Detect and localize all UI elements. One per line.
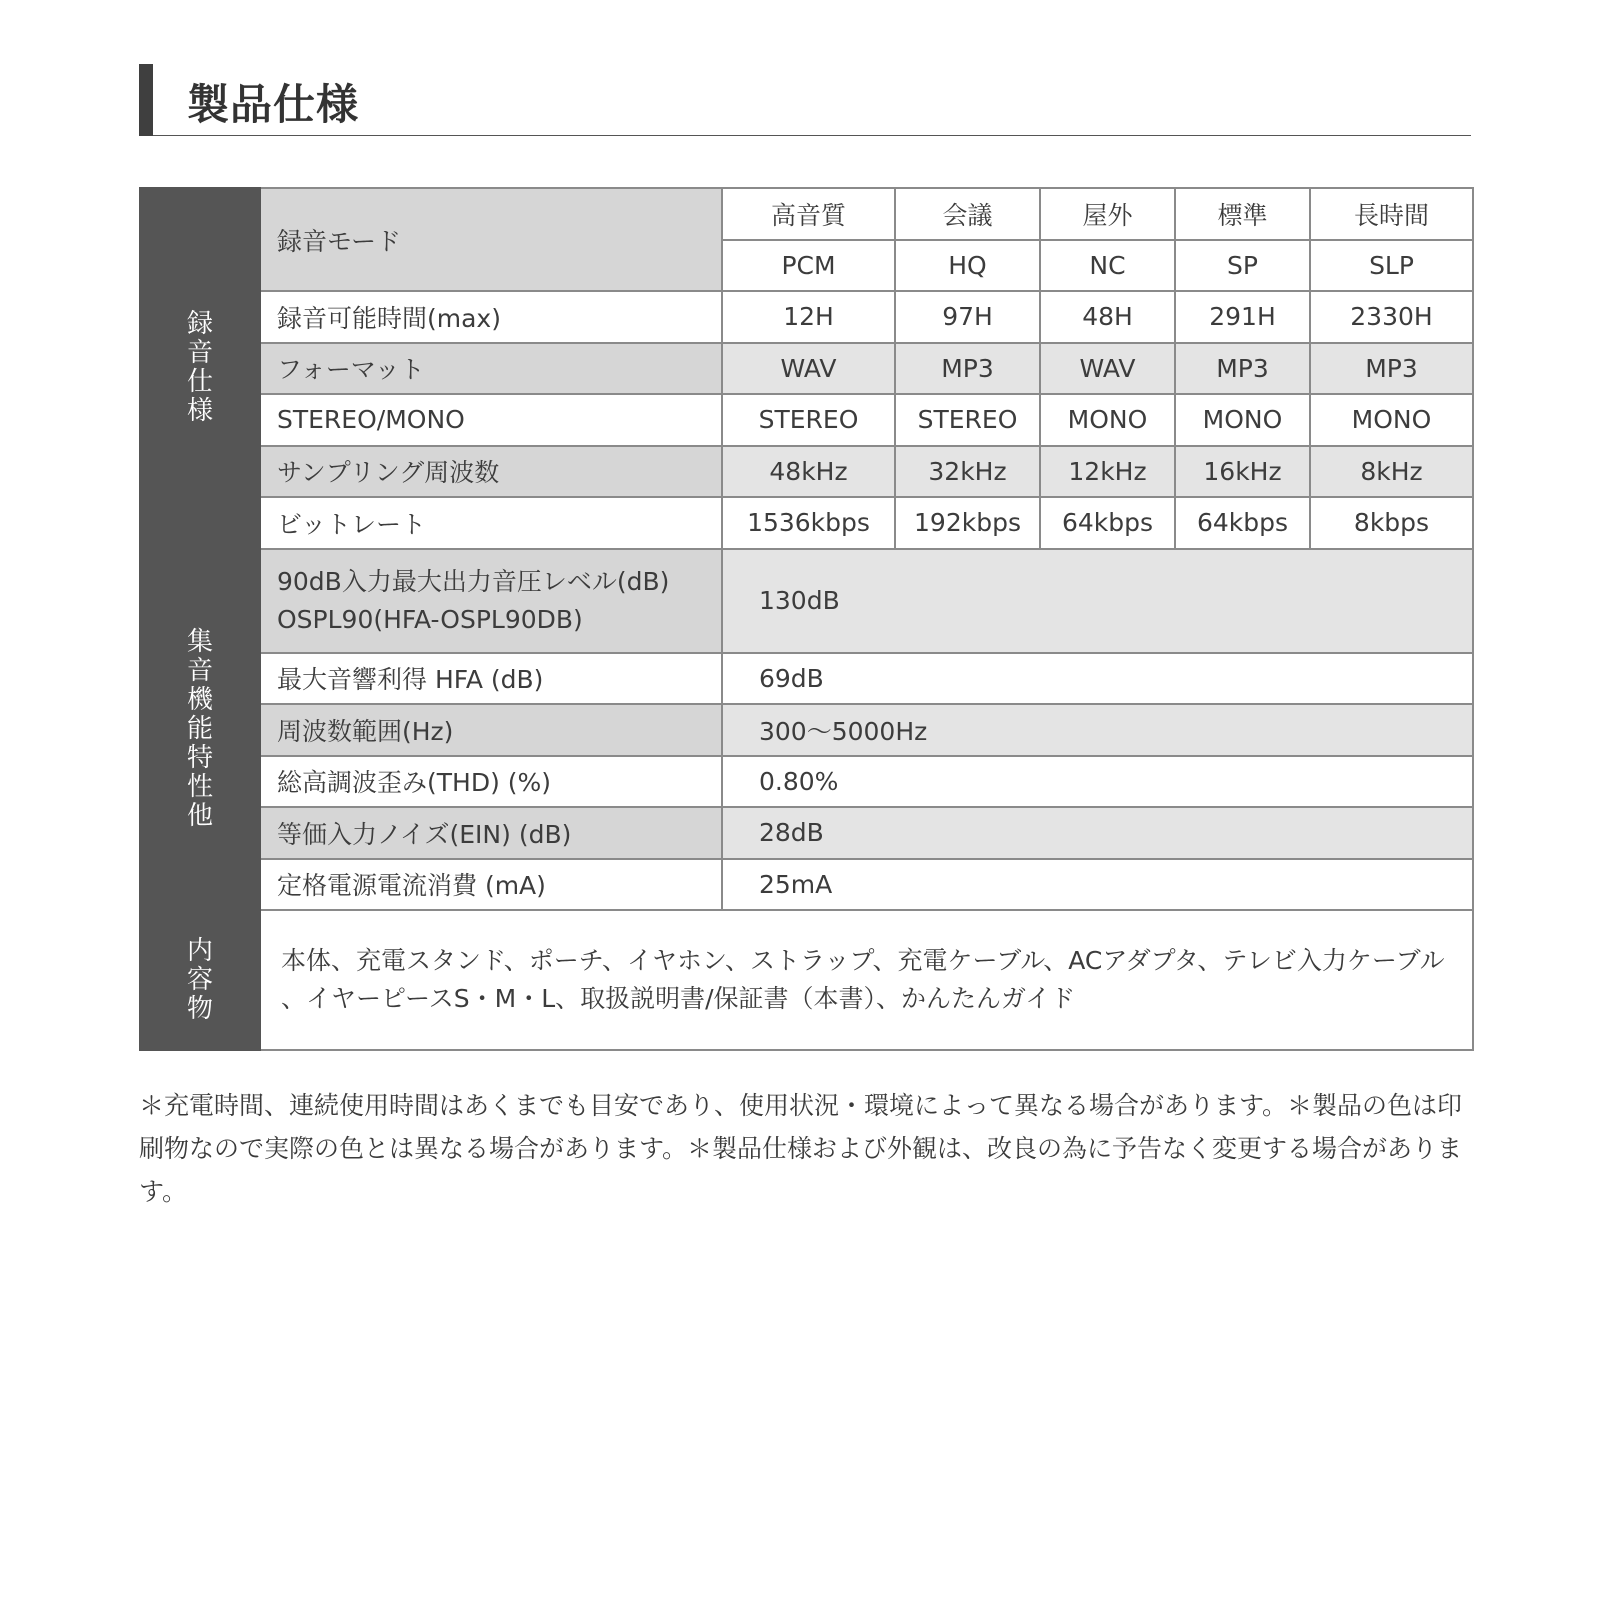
cell-value: 48kHz: [722, 446, 895, 498]
table-row: [140, 497, 1473, 549]
mode-code: HQ: [895, 240, 1040, 292]
row-label: フォーマット: [260, 343, 722, 395]
heading-accent-bar: [139, 64, 153, 136]
ospl-value: 130dB: [722, 549, 1473, 653]
mode-code: NC: [1040, 240, 1175, 292]
table-row: [140, 446, 1473, 498]
row-label: ビットレート: [260, 497, 722, 549]
spec-table: [139, 187, 1474, 1051]
page-heading: [139, 64, 1471, 136]
cell-value: 0.80%: [722, 756, 1473, 808]
table-row: [140, 549, 1473, 653]
cell-value: 1536kbps: [722, 497, 895, 549]
contents-list: [260, 910, 1473, 1050]
cell-value: MONO: [1175, 394, 1310, 446]
cell-value: 32kHz: [895, 446, 1040, 498]
cell-value: 12H: [722, 291, 895, 343]
cell-value: WAV: [722, 343, 895, 395]
contents-line2: 、イヤーピースS・M・L、取扱説明書/保証書（本書）、かんたんガイド: [281, 984, 1076, 1013]
table-row: [140, 653, 1473, 705]
mode-name: 高音質: [722, 188, 895, 240]
mode-code: PCM: [722, 240, 895, 292]
row-label: 総高調波歪み(THD) (%): [260, 756, 722, 808]
cell-value: 97H: [895, 291, 1040, 343]
row-label: STEREO/MONO: [260, 394, 722, 446]
cell-value: 28dB: [722, 807, 1473, 859]
row-label: 等価入力ノイズ(EIN) (dB): [260, 807, 722, 859]
cell-value: 8kHz: [1310, 446, 1473, 498]
cell-value: MP3: [895, 343, 1040, 395]
cell-value: 300〜5000Hz: [722, 704, 1473, 756]
cell-value: MONO: [1310, 394, 1473, 446]
cell-value: 48H: [1040, 291, 1175, 343]
table-row: [140, 756, 1473, 808]
table-row: [140, 704, 1473, 756]
ospl-label-line1: 90dB入力最大出力音圧レベル(dB): [277, 566, 670, 596]
cell-value: 64kbps: [1040, 497, 1175, 549]
cell-value: 2330H: [1310, 291, 1473, 343]
mode-label: 録音モード: [260, 188, 722, 291]
ospl-label: [260, 549, 722, 653]
cell-value: MONO: [1040, 394, 1175, 446]
cell-value: 8kbps: [1310, 497, 1473, 549]
section-recording: 録音仕様: [140, 188, 260, 549]
mode-code: SLP: [1310, 240, 1473, 292]
mode-code: SP: [1175, 240, 1310, 292]
cell-value: 291H: [1175, 291, 1310, 343]
cell-value: 25mA: [722, 859, 1473, 911]
contents-line1: 本体、充電スタンド、ポーチ、イヤホン、ストラップ、充電ケーブル、ACアダプタ、テレビ入力ケーブル: [281, 946, 1445, 975]
table-row: [140, 859, 1473, 911]
section-mic: 集音機能特性他: [140, 549, 260, 911]
row-label: サンプリング周波数: [260, 446, 722, 498]
mode-name: 長時間: [1310, 188, 1473, 240]
table-row: [140, 910, 1473, 1050]
table-row: [140, 188, 1473, 240]
row-label: 周波数範囲(Hz): [260, 704, 722, 756]
section-contents: 内容物: [140, 910, 260, 1050]
cell-value: STEREO: [722, 394, 895, 446]
mode-name: 会議: [895, 188, 1040, 240]
cell-value: 16kHz: [1175, 446, 1310, 498]
mode-name: 標準: [1175, 188, 1310, 240]
mode-name: 屋外: [1040, 188, 1175, 240]
row-label: 定格電源電流消費 (mA): [260, 859, 722, 911]
table-row: [140, 394, 1473, 446]
cell-value: 12kHz: [1040, 446, 1175, 498]
cell-value: MP3: [1310, 343, 1473, 395]
cell-value: 64kbps: [1175, 497, 1310, 549]
row-label: 録音可能時間(max): [260, 291, 722, 343]
cell-value: MP3: [1175, 343, 1310, 395]
cell-value: STEREO: [895, 394, 1040, 446]
cell-value: 69dB: [722, 653, 1473, 705]
table-row: [140, 343, 1473, 395]
page-title: 製品仕様: [187, 80, 360, 129]
table-row: [140, 291, 1473, 343]
footnotes: ＊充電時間、連続使用時間はあくまでも目安であり、使用状況・環境によって異なる場合があります。＊製品の色は印刷物なので実際の色とは異なる場合があります。＊製品仕様および外観は、改良の為に予告なく変更する場合があります。: [139, 1091, 1463, 1206]
ospl-label-line2: OSPL90(HFA-OSPL90DB): [277, 604, 583, 634]
cell-value: 192kbps: [895, 497, 1040, 549]
row-label: 最大音響利得 HFA (dB): [260, 653, 722, 705]
cell-value: WAV: [1040, 343, 1175, 395]
table-row: [140, 807, 1473, 859]
